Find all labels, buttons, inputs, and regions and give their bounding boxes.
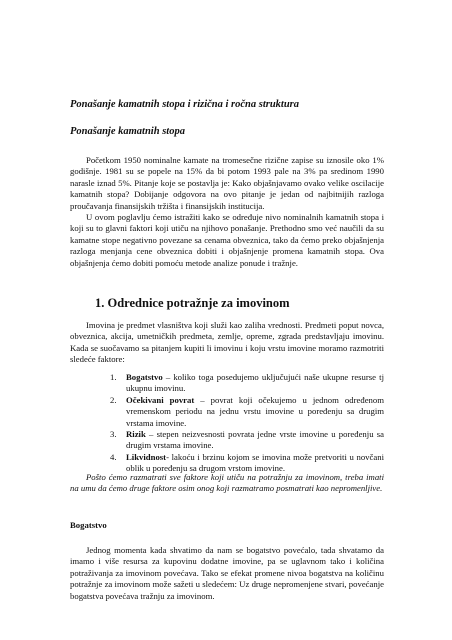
paragraph-assets: Imovina je predmet vlasništva koji služi kao zaliha vrednosti. Predmeti poput novca, obveznica, akcija, umetničkih predmeta, zemlje, opreme, zgrada predstavljaju imovinu. Kada se suočavamo sa pitanjem kupiti li imovinu i koju vrstu imovine moramo razmotriti sledeće faktore: bbox=[70, 320, 384, 365]
list-term: Očekivani povrat bbox=[126, 394, 195, 405]
list-number: 3. bbox=[110, 429, 117, 440]
document-title: Ponašanje kamatnih stopa i rizična i ročna struktura bbox=[70, 99, 300, 110]
paragraph-intro: Početkom 1950 nominalne kamate na tromesečne rizične zapise su iznosile oko 1% godišnje. 1981 su se popele na 15% da bi potom 1993 pale na 3% pa sredinom 1990 narasle iznad 5%. Pitanje koje se postavlja je: Kako objašnjavamo ovako velike oscilacije kamatnih stopa? Dobijanje odgovora na ovo pitanje je jedan od najbitnijih razloga proučavanja finansijskih tržišta i finansijskih institucija. bbox=[70, 155, 384, 211]
list-term: Likvidnost bbox=[126, 451, 167, 462]
list-text: – stepen neizvesnosti povrata jedne vrste imovine u poređenju sa drugim vrstama imovine. bbox=[126, 429, 384, 451]
list-number: 1. bbox=[110, 372, 117, 382]
factors-list bbox=[110, 372, 384, 475]
list-item bbox=[110, 395, 384, 429]
italic-note: Pošto ćemo razmatrati sve faktore koji utiču na potražnju za imovinom, treba imati na umu da ćemo druge faktore osim onog koji razmatramo posmatrati kao nepromenljive. bbox=[70, 472, 384, 494]
list-number: 2. bbox=[110, 394, 117, 405]
paragraph-wealth: Jednog momenta kada shvatimo da nam se bogatstvo povećalo, tada shvatamo da imamo i više resursa za kupovinu dodatne imovine, pa se uglavnom tako i količina potraživanja za imovinom povećava. Tako se efekat promene nivoa bogatstva na količinu potražnje za imovinom može sažeti u sledećem: Uz druge nepromenjene stvari, povećanje bogatstva povećava tražnju za imovinom. bbox=[70, 545, 384, 601]
list-text: - lakoću i brzinu kojom se imovina može pretvoriti u novčani oblik u poređenju sa drugom vrstom imovine. bbox=[126, 451, 384, 474]
list-text: – koliko toga posedujemo uključujući naše ukupne resurse tj ukupnu imovinu. bbox=[126, 372, 384, 394]
list-term: Bogatstvo bbox=[126, 372, 163, 382]
subheading-wealth: Bogatstvo bbox=[70, 520, 107, 530]
section-heading: 1. Odrednice potražnje za imovinom bbox=[95, 296, 290, 310]
list-number: 4. bbox=[110, 451, 117, 462]
list-term: Rizik bbox=[126, 429, 146, 440]
list-text: – povrat koji očekujemo u jednom određenom vremenskom periodu na jednu vrstu imovine u poređenju sa drugim vrstama imovine. bbox=[126, 394, 384, 428]
list-item bbox=[110, 372, 384, 395]
list-item bbox=[110, 429, 384, 452]
paragraph-chapter-overview: U ovom poglavlju ćemo istražiti kako se određuje nivo nominalnih kamatnih stopa i koji su to glavni faktori koji utiču na njihovo ponašanje. Prethodno smo već naučili da su kamatne stope negativno povezane sa cenama obveznica, tako da ćemo preko objašnjenja razloga menjanja cene obveznica dobiti i objašnjenje promena kamatnih stopa. Ova objašnjenja ćemo dobiti pomoću metode analize ponude i tražnje. bbox=[70, 212, 384, 268]
subtitle: Ponašanje kamatnih stopa bbox=[70, 126, 185, 137]
